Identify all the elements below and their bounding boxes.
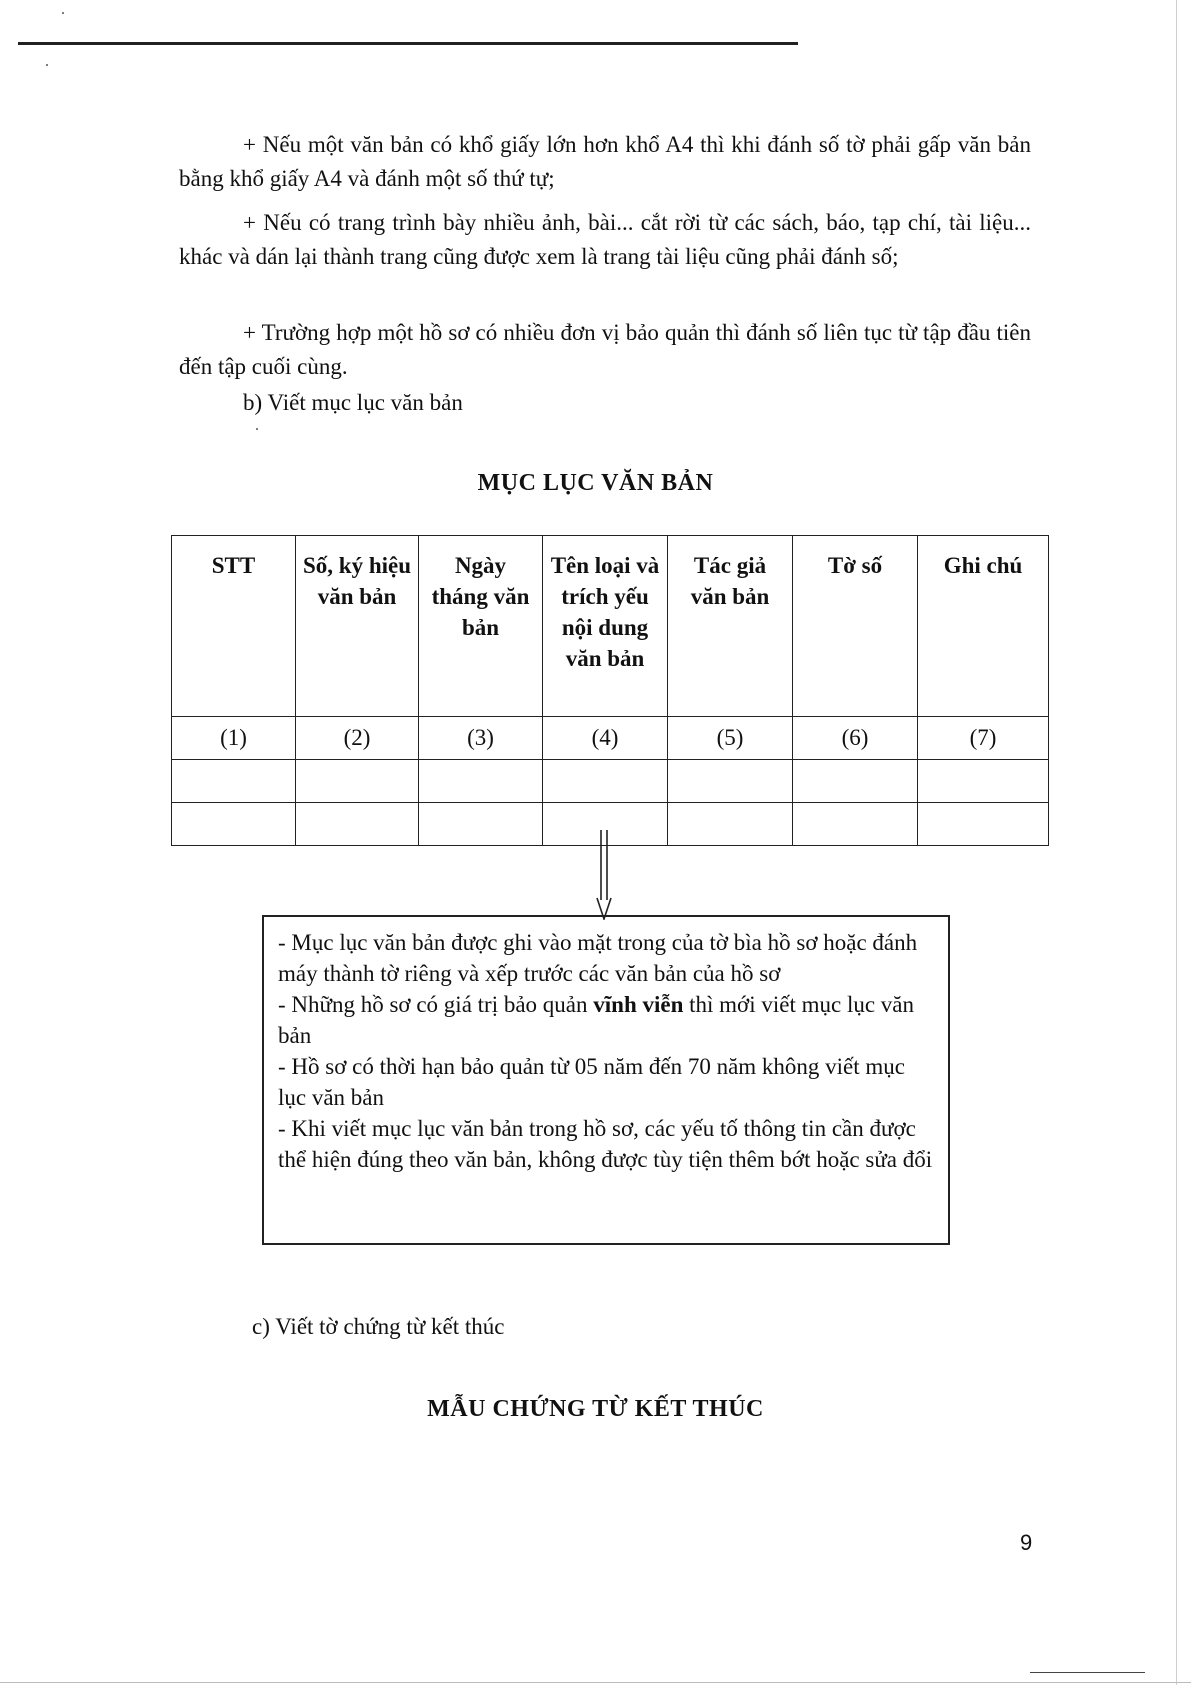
table-cell: [172, 760, 296, 803]
column-number: (1): [172, 717, 296, 760]
table-cell: [296, 760, 419, 803]
col-header-note: Ghi chú: [918, 536, 1049, 717]
bottom-edge-line: [0, 1682, 1191, 1683]
column-number: (5): [668, 717, 793, 760]
table-cell: [296, 803, 419, 846]
down-arrow-icon: [594, 830, 614, 920]
page-number: 9: [1020, 1530, 1033, 1555]
table-cell: [668, 803, 793, 846]
col-header-type-and-summary: Tên loại và trích yếu nội dung văn bản: [543, 536, 668, 717]
column-number: (7): [918, 717, 1049, 760]
section-b-label: b) Viết mục lục văn bản: [243, 390, 463, 415]
emphasis-permanent: vĩnh viễn: [593, 992, 684, 1017]
note-item: - Khi viết mục lục văn bản trong hồ sơ, các yếu tố thông tin cần được thể hiện đúng theo văn bản, không được tùy tiện thêm bớt hoặc sửa đổi: [278, 1116, 933, 1172]
paragraph-a4-fold: + Nếu một văn bản có khổ giấy lớn hơn khổ A4 thì khi đánh số tờ phải gấp văn bản bằng khổ giấy A4 và đánh một số thứ tự;: [179, 132, 1031, 191]
note-item: - Hồ sơ có thời hạn bảo quản từ 05 năm đến 70 năm không viết mục lục văn bản: [278, 1054, 906, 1110]
table-header-row: [172, 536, 1049, 717]
paragraph-multiple-units: + Trường hợp một hồ sơ có nhiều đơn vị bảo quản thì đánh số liên tục từ tập đầu tiên đến tập cuối cùng.: [179, 320, 1031, 379]
column-number: (4): [543, 717, 668, 760]
col-header-author: Tác giả văn bản: [668, 536, 793, 717]
column-number: (3): [419, 717, 543, 760]
table-cell: [918, 760, 1049, 803]
table-cell: [419, 803, 543, 846]
right-edge-line: [1176, 0, 1177, 1685]
scan-speck: [62, 12, 64, 14]
table-cell: [918, 803, 1049, 846]
note-item: - Mục lục văn bản được ghi vào mặt trong của tờ bìa hồ sơ hoặc đánh máy thành tờ riêng và xếp trước các văn bản của hồ sơ: [278, 930, 918, 986]
toc-table: [171, 535, 1049, 846]
section-c-label: c) Viết tờ chứng từ kết thúc: [252, 1314, 505, 1339]
table-cell: [668, 760, 793, 803]
table-cell: [793, 760, 918, 803]
table-blank-row: [172, 760, 1049, 803]
form-title: MẪU CHỨNG TỪ KẾT THÚC: [427, 1396, 764, 1422]
paragraph-clipped-pages: + Nếu có trang trình bày nhiều ảnh, bài... cắt rời từ các sách, báo, tạp chí, tài liệu... khác và dán lại thành trang cũng được xem là trang tài liệu cũng phải đánh số;: [179, 210, 1031, 269]
col-header-document-number: Số, ký hiệu văn bản: [296, 536, 419, 717]
col-header-sheet-number: Tờ số: [793, 536, 918, 717]
col-header-document-date: Ngày tháng văn bản: [419, 536, 543, 717]
note-item: - Những hồ sơ có giá trị bảo quản vĩnh viễn thì mới viết mục lục văn bản: [278, 992, 915, 1048]
table-cell: [172, 803, 296, 846]
table-cell: [793, 803, 918, 846]
table-column-number-row: [172, 717, 1049, 760]
toc-title: MỤC LỤC VĂN BẢN: [477, 470, 714, 496]
column-number: (2): [296, 717, 419, 760]
scan-speck: [256, 428, 258, 430]
bottom-right-rule: [1030, 1672, 1145, 1673]
col-header-stt: STT: [172, 536, 296, 717]
top-rule: [18, 42, 798, 45]
table-cell: [543, 760, 668, 803]
table-cell: [419, 760, 543, 803]
column-number: (6): [793, 717, 918, 760]
scan-speck: [46, 64, 48, 66]
notes-box: [262, 915, 950, 1245]
